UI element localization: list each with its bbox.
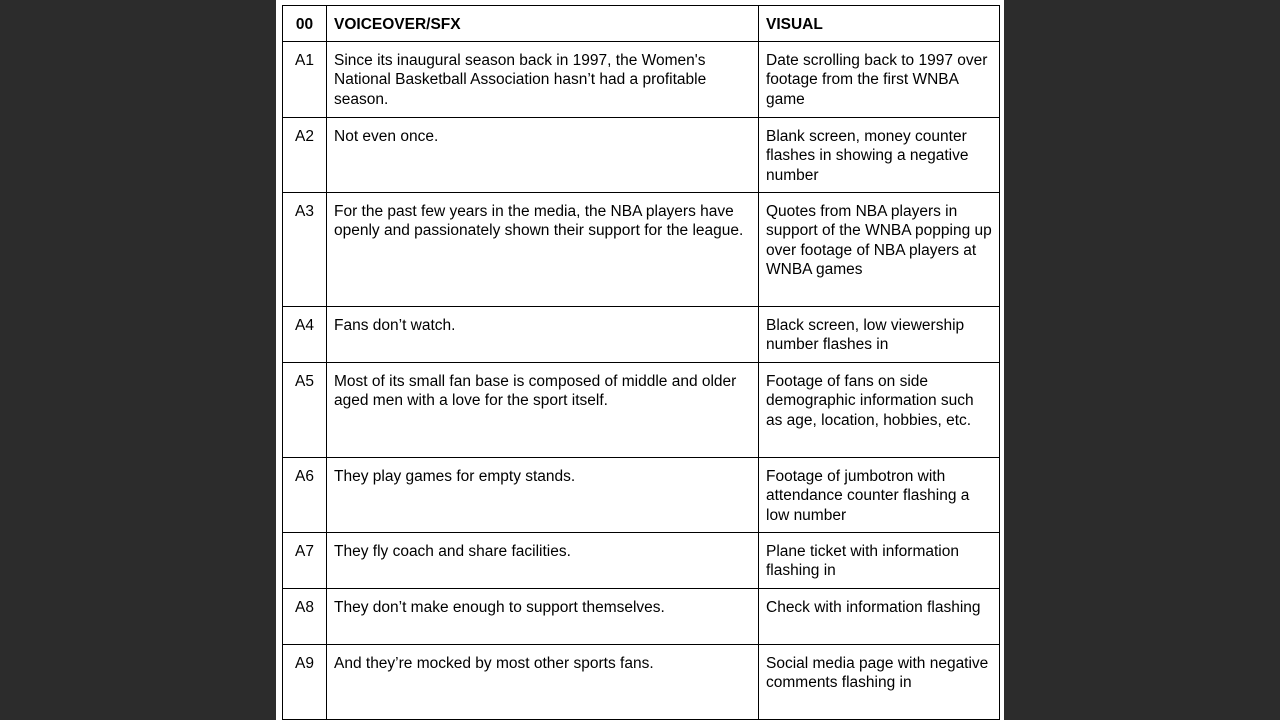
- table-header-row: [283, 6, 1000, 42]
- row-id: A7: [295, 543, 314, 560]
- row-id-cell: [283, 589, 327, 645]
- header-voiceover-label: VOICEOVER/SFX: [334, 16, 461, 33]
- voiceover-text: They don’t make enough to support themselves.: [334, 599, 665, 616]
- voiceover-text: Most of its small fan base is composed of middle and older aged men with a love for the sport itself.: [334, 373, 737, 410]
- visual-cell: [759, 589, 1000, 645]
- script-table: [282, 5, 1000, 720]
- visual-text: Blank screen, money counter flashes in showing a negative number: [766, 128, 969, 184]
- voiceover-cell: [327, 193, 759, 307]
- header-visual-cell: [759, 6, 1000, 42]
- visual-cell: [759, 42, 1000, 118]
- table-row: [283, 118, 1000, 193]
- voiceover-cell: [327, 42, 759, 118]
- header-num-cell: [283, 6, 327, 42]
- visual-text: Date scrolling back to 1997 over footage from the first WNBA game: [766, 52, 988, 108]
- table-row: [283, 458, 1000, 533]
- row-id-cell: [283, 307, 327, 363]
- row-id-cell: [283, 533, 327, 589]
- visual-text: Footage of jumbotron with attendance counter flashing a low number: [766, 468, 970, 524]
- table-row: [283, 193, 1000, 307]
- voiceover-text: Since its inaugural season back in 1997, the Women's National Basketball Association hasn’t had a profitable season.: [334, 52, 707, 108]
- visual-cell: [759, 118, 1000, 193]
- document-page: [276, 0, 1004, 720]
- header-visual-label: VISUAL: [766, 16, 823, 33]
- visual-cell: [759, 307, 1000, 363]
- row-id: A3: [295, 203, 314, 220]
- table-row: [283, 363, 1000, 458]
- visual-text: Social media page with negative comments flashing in: [766, 655, 989, 692]
- row-id: A6: [295, 468, 314, 485]
- visual-cell: [759, 363, 1000, 458]
- voiceover-text: Not even once.: [334, 128, 439, 145]
- row-id-cell: [283, 42, 327, 118]
- voiceover-text: For the past few years in the media, the NBA players have openly and passionately shown their support for the league.: [334, 203, 744, 240]
- row-id-cell: [283, 118, 327, 193]
- row-id-cell: [283, 193, 327, 307]
- row-id: A4: [295, 317, 314, 334]
- row-id-cell: [283, 363, 327, 458]
- row-id-cell: [283, 645, 327, 720]
- header-voiceover-cell: [327, 6, 759, 42]
- voiceover-text: Fans don’t watch.: [334, 317, 456, 334]
- table-row: [283, 589, 1000, 645]
- visual-text: Plane ticket with information flashing in: [766, 543, 959, 580]
- visual-text: Black screen, low viewership number flashes in: [766, 317, 965, 354]
- header-num-label: 00: [295, 16, 314, 33]
- row-id-cell: [283, 458, 327, 533]
- voiceover-cell: [327, 307, 759, 363]
- voiceover-text: They fly coach and share facilities.: [334, 543, 571, 560]
- visual-cell: [759, 193, 1000, 307]
- visual-text: Check with information flashing: [766, 599, 981, 616]
- table-row: [283, 533, 1000, 589]
- voiceover-cell: [327, 533, 759, 589]
- row-id: A5: [295, 373, 314, 390]
- voiceover-cell: [327, 118, 759, 193]
- visual-cell: [759, 458, 1000, 533]
- visual-cell: [759, 645, 1000, 720]
- table-row: [283, 42, 1000, 118]
- voiceover-cell: [327, 363, 759, 458]
- voiceover-cell: [327, 645, 759, 720]
- row-id: A9: [295, 655, 314, 672]
- voiceover-text: And they’re mocked by most other sports fans.: [334, 655, 654, 672]
- voiceover-text: They play games for empty stands.: [334, 468, 576, 485]
- voiceover-cell: [327, 589, 759, 645]
- row-id: A1: [295, 52, 314, 69]
- table-row: [283, 645, 1000, 720]
- table-row: [283, 307, 1000, 363]
- row-id: A8: [295, 599, 314, 616]
- visual-text: Footage of fans on side demographic information such as age, location, hobbies, etc.: [766, 373, 974, 429]
- voiceover-cell: [327, 458, 759, 533]
- visual-cell: [759, 533, 1000, 589]
- row-id: A2: [295, 128, 314, 145]
- visual-text: Quotes from NBA players in support of the WNBA popping up over footage of NBA players at WNBA games: [766, 203, 992, 279]
